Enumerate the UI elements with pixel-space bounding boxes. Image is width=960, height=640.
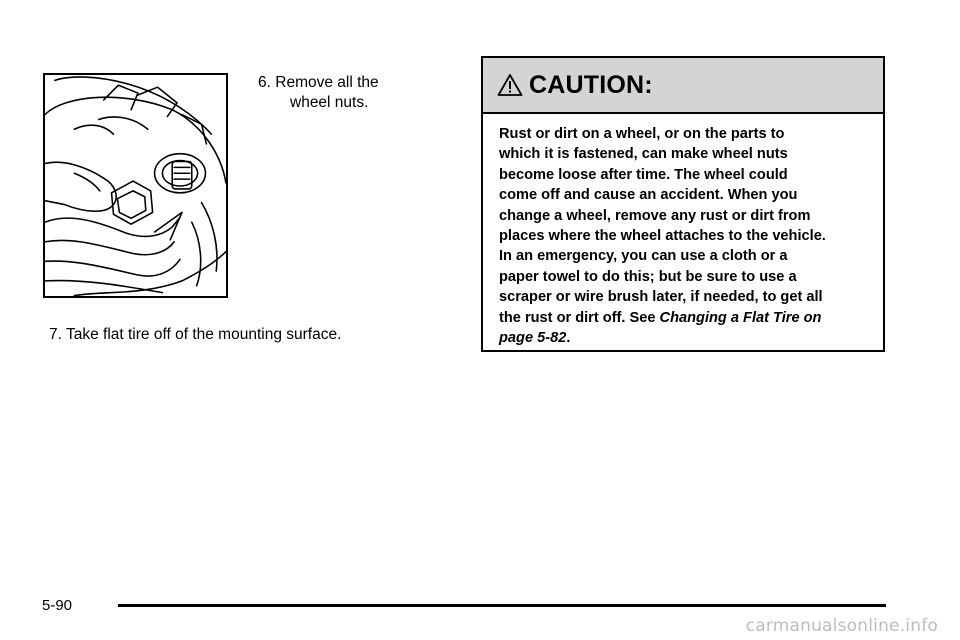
page-number: 5-90 <box>42 597 73 614</box>
caution-line: In an emergency, you can use a cloth or a <box>499 248 788 265</box>
step-number: 7. <box>49 326 62 343</box>
step-text-line2: wheel nuts. <box>290 94 369 111</box>
caution-line: become loose after time. The wheel could <box>499 166 788 183</box>
step-number: 6. <box>258 74 271 91</box>
caution-line <box>499 308 867 328</box>
caution-line: which it is fastened, can make wheel nuts <box>499 146 788 163</box>
caution-line: come off and cause an accident. When you <box>499 187 798 204</box>
caution-box <box>481 56 885 352</box>
hand-removing-wheel-nut-illustration <box>45 75 226 296</box>
caution-text <box>483 114 883 348</box>
caution-line-prefix: the rust or dirt off. See <box>499 309 660 326</box>
caution-line: scraper or wire brush later, if needed, to get all <box>499 289 823 306</box>
caution-line: change a wheel, remove any rust or dirt from <box>499 207 811 224</box>
cross-reference-link[interactable]: Changing a Flat Tire on <box>659 309 822 326</box>
caution-line: paper towel to do this; but be sure to use a <box>499 268 797 285</box>
caution-line: Rust or dirt on a wheel, or on the parts to <box>499 126 785 142</box>
watermark: carmanualsonline.info <box>745 616 938 636</box>
step-text: Take flat tire off of the mounting surface. <box>65 326 342 343</box>
caution-line: places where the wheel attaches to the vehicle. <box>499 228 826 245</box>
step-text-line1: Remove all the <box>275 74 379 91</box>
footer-rule <box>118 604 886 607</box>
warning-triangle-icon <box>497 73 523 97</box>
caution-title: CAUTION: <box>529 70 653 99</box>
wheel-nut-removal-illustration <box>43 73 228 298</box>
cross-reference-page[interactable]: page 5-82 <box>499 330 567 347</box>
step-7 <box>49 325 429 345</box>
caution-header <box>483 58 883 114</box>
caution-line <box>499 328 867 348</box>
reference-suffix: . <box>566 330 571 347</box>
step-6 <box>258 73 458 113</box>
